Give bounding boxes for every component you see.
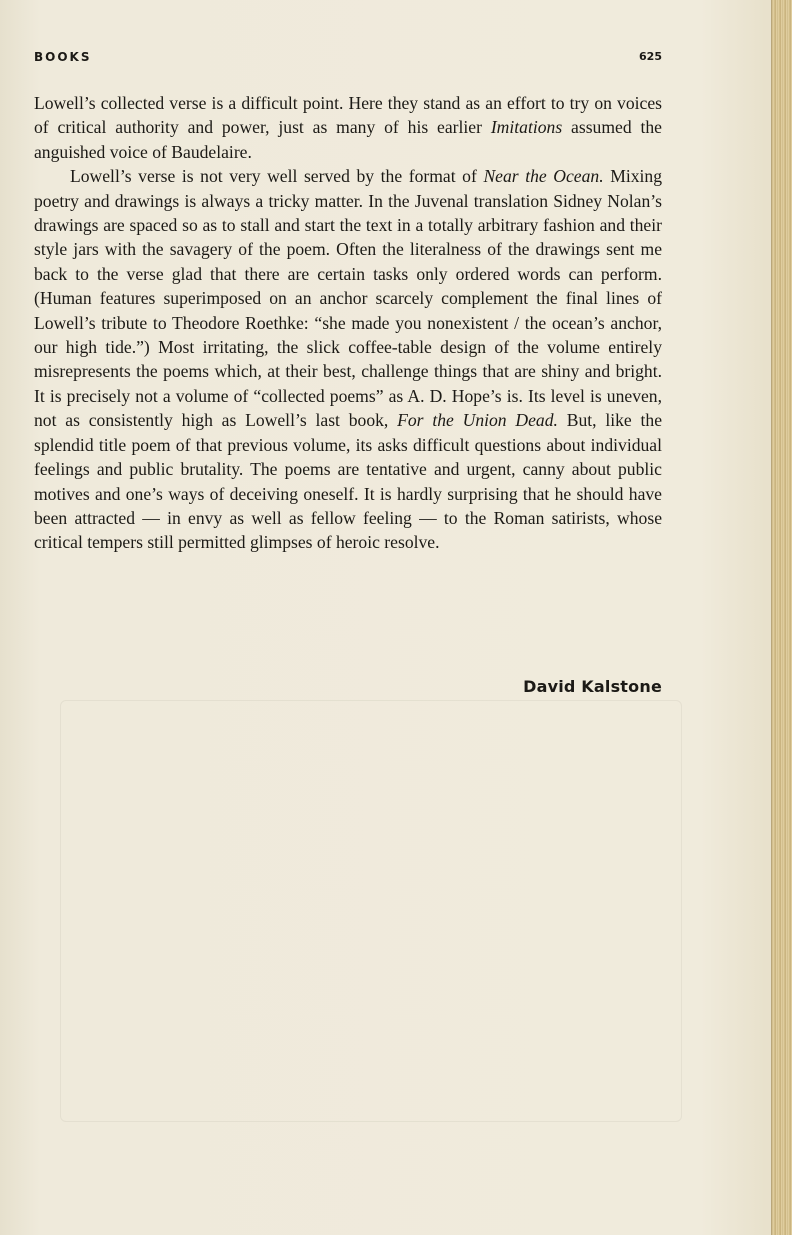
book-title-imitations: Imitations [490,117,563,138]
page-edge-strip [771,0,792,1235]
review-body [34,91,662,555]
text-run: Lowell’s collected verse is a difficult point. Here they stand as an effort to try on voices of critical authority and power, just as many of his earlier [34,93,662,138]
paragraph-2 [34,164,662,555]
page-number: 625 [639,50,662,63]
text-run: Lowell’s verse is not very well served by the format of [70,166,484,187]
author-signature: David Kalstone [523,677,662,696]
text-run: assumed the anguished voice of Baudelaire. [34,117,662,162]
text-run: Mixing poetry and drawings is always a tricky matter. In the Juvenal translation Sidney Nolan’s drawings are spaced so as to stall and start the text in a totally arbitrary fashion and their style jars with the savagery of the poem. Often the literalness of the drawings sent me back to the verse glad that there are certain tasks only ordered words can perform. (Human features superimposed on an anchor scarcely complement the final lines of Lowell’s tribute to Theodore Roethke: “she made you nonexistent / the ocean’s anchor, our high tide.”) Most irritating, the slick coffee-table design of the volume entirely misrepresents the poems which, at their best, challenge things that are shiny and bright. It is precisely not a volume of “collected poems” as A. D. Hope’s is. Its level is uneven, not as consistently high as Lowell’s last book, [34,166,663,431]
book-title-near-the-ocean: Near the Ocean. [483,166,604,187]
text-run: But, like the splendid title poem of that previous volume, its asks difficult questions about individual feelings and public brutality. The poems are tentative and urgent, canny about public motives and one’s ways of deceiving oneself. It is hardly surprising that he should have been attracted — in envy as well as fellow feeling — to the Roman satirists, whose critical tempers still permitted glimpses of heroic resolve. [34,410,663,553]
paragraph-1 [34,91,662,164]
page-header [34,50,662,70]
book-title-for-the-union-dead: For the Union Dead. [397,410,558,431]
show-through-from-reverse [60,700,682,1122]
running-head: BOOKS [34,50,92,64]
